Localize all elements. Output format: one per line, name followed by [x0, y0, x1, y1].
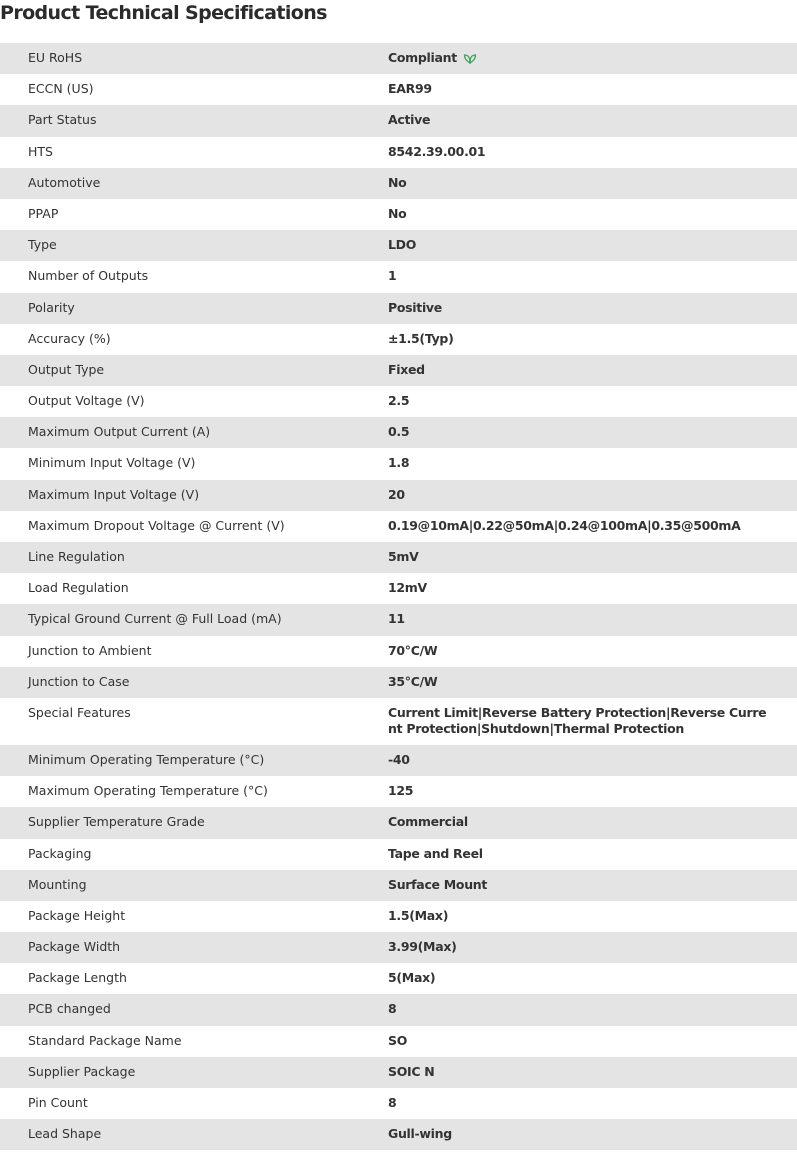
table-row — [0, 511, 797, 542]
spec-label: Typical Ground Current @ Full Load (mA) — [28, 611, 282, 627]
spec-label: PPAP — [28, 205, 59, 221]
spec-label: Polarity — [28, 299, 75, 315]
spec-value-text: 125 — [388, 783, 414, 799]
table-row — [0, 105, 797, 136]
spec-value-text: 0.19@10mA|0.22@50mA|0.24@100mA|0.35@500mA — [388, 517, 741, 533]
spec-label: Supplier Package — [28, 1063, 136, 1079]
spec-label: Output Type — [28, 361, 105, 377]
spec-value-text: Surface Mount — [388, 876, 488, 892]
spec-label: Junction to Case — [28, 673, 130, 689]
spec-value — [388, 50, 797, 66]
spec-value — [388, 643, 797, 659]
spec-value-text: Positive — [388, 299, 442, 315]
spec-value-text: Tape and Reel — [388, 845, 483, 861]
spec-label: Number of Outputs — [28, 268, 149, 284]
spec-value-text: -40 — [388, 751, 410, 767]
spec-label: Package Width — [28, 939, 121, 955]
spec-value-text: Commercial — [388, 814, 468, 830]
table-row — [0, 43, 797, 74]
spec-value-text: 5(Max) — [388, 970, 436, 986]
table-row — [0, 355, 797, 386]
spec-label: Packaging — [28, 845, 92, 861]
table-row — [0, 1119, 797, 1150]
spec-value-text: 20 — [388, 486, 405, 502]
spec-label: Maximum Input Voltage (V) — [28, 486, 200, 502]
table-row — [0, 74, 797, 105]
table-row — [0, 168, 797, 199]
spec-value-text: 8 — [388, 1001, 397, 1017]
table-row — [0, 839, 797, 870]
spec-value — [388, 144, 797, 160]
spec-value — [388, 362, 797, 378]
table-row — [0, 636, 797, 667]
spec-value-text: 0.5 — [388, 424, 410, 440]
spec-value-text: ±1.5(Typ) — [388, 330, 454, 346]
spec-label: Lead Shape — [28, 1126, 102, 1142]
spec-label: Load Regulation — [28, 580, 129, 596]
table-row — [0, 386, 797, 417]
spec-value — [388, 970, 797, 986]
spec-value — [388, 1001, 797, 1017]
spec-value — [388, 175, 797, 191]
spec-label: Mounting — [28, 876, 87, 892]
spec-value-text: 35°C/W — [388, 673, 438, 689]
table-row — [0, 573, 797, 604]
spec-value — [388, 424, 797, 440]
spec-label: Automotive — [28, 174, 101, 190]
spec-table — [0, 43, 797, 1150]
spec-value — [388, 908, 797, 924]
table-row — [0, 1057, 797, 1088]
spec-value-text: EAR99 — [388, 81, 432, 97]
spec-value-text: 11 — [388, 611, 405, 627]
spec-value-text: Compliant — [388, 50, 457, 65]
spec-label: ECCN (US) — [28, 81, 94, 97]
spec-label: Standard Package Name — [28, 1032, 182, 1048]
spec-value — [388, 1095, 797, 1111]
spec-value — [388, 1126, 797, 1142]
spec-label: Maximum Dropout Voltage @ Current (V) — [28, 517, 285, 533]
spec-label: Maximum Output Current (A) — [28, 424, 211, 440]
spec-value-text: 3.99(Max) — [388, 939, 457, 955]
spec-label: Special Features — [28, 704, 131, 720]
spec-label: HTS — [28, 143, 53, 159]
spec-label: Pin Count — [28, 1095, 88, 1110]
spec-value-text: Fixed — [388, 361, 425, 377]
table-row — [0, 870, 797, 901]
table-row — [0, 230, 797, 261]
table-row — [0, 542, 797, 573]
table-row — [0, 417, 797, 448]
spec-label: Minimum Input Voltage (V) — [28, 455, 196, 471]
table-row — [0, 932, 797, 963]
spec-value — [388, 705, 797, 737]
table-row — [0, 963, 797, 994]
spec-value — [388, 580, 797, 596]
spec-value-text: LDO — [388, 237, 417, 253]
spec-value — [388, 752, 797, 768]
leaf-icon — [463, 52, 477, 64]
spec-value — [388, 237, 797, 253]
table-row — [0, 604, 797, 635]
spec-value — [388, 783, 797, 799]
spec-value-text: SO — [388, 1032, 408, 1048]
table-row — [0, 698, 797, 745]
spec-value — [388, 549, 797, 565]
spec-value-text: 2.5 — [388, 393, 410, 409]
spec-value — [388, 877, 797, 893]
spec-value-text: No — [388, 174, 407, 190]
table-row — [0, 324, 797, 355]
table-row — [0, 261, 797, 292]
spec-value — [388, 300, 797, 316]
table-row — [0, 776, 797, 807]
spec-label: PCB changed — [28, 1001, 111, 1017]
spec-value-text: 8542.39.00.01 — [388, 143, 486, 159]
spec-value — [388, 518, 797, 534]
table-row — [0, 994, 797, 1025]
spec-label: Package Height — [28, 907, 126, 923]
spec-value — [388, 846, 797, 862]
spec-label: EU RoHS — [28, 50, 83, 65]
spec-value — [388, 674, 797, 690]
spec-value-text: 1.8 — [388, 455, 410, 471]
spec-value — [388, 331, 797, 347]
spec-value-text: Current Limit|Reverse Battery Protection|Reverse Current Protection|Shutdown|Thermal Protection — [388, 704, 767, 736]
spec-value-text: Gull-wing — [388, 1126, 452, 1142]
table-row — [0, 745, 797, 776]
table-row — [0, 199, 797, 230]
table-row — [0, 293, 797, 324]
table-row — [0, 480, 797, 511]
table-row — [0, 448, 797, 479]
spec-label: Package Length — [28, 970, 127, 986]
spec-label: Accuracy (%) — [28, 330, 111, 346]
spec-value-text: 1.5(Max) — [388, 907, 449, 923]
page-title: Product Technical Specifications — [0, 2, 327, 24]
spec-value — [388, 455, 797, 471]
spec-value-text: SOIC N — [388, 1063, 435, 1079]
spec-value — [388, 611, 797, 627]
spec-label: Part Status — [28, 112, 97, 128]
spec-label: Type — [28, 237, 57, 253]
spec-value — [388, 1064, 797, 1080]
table-row — [0, 1088, 797, 1119]
spec-value — [388, 268, 797, 284]
table-row — [0, 807, 797, 838]
spec-value — [388, 81, 797, 97]
spec-value — [388, 393, 797, 409]
spec-value-text: 12mV — [388, 580, 427, 596]
table-row — [0, 137, 797, 168]
spec-value — [388, 487, 797, 503]
spec-label: Line Regulation — [28, 549, 125, 564]
spec-value — [388, 206, 797, 222]
spec-value — [388, 939, 797, 955]
spec-value-text: Active — [388, 112, 431, 128]
spec-value — [388, 1033, 797, 1049]
spec-value-text: 5mV — [388, 549, 419, 564]
spec-label: Supplier Temperature Grade — [28, 814, 205, 830]
table-row — [0, 901, 797, 932]
spec-value-text: 70°C/W — [388, 642, 438, 658]
table-row — [0, 667, 797, 698]
spec-value-text: 1 — [388, 268, 397, 284]
spec-label: Minimum Operating Temperature (°C) — [28, 751, 265, 767]
spec-value-text: 8 — [388, 1095, 397, 1110]
spec-value — [388, 814, 797, 830]
table-row — [0, 1026, 797, 1057]
spec-label: Maximum Operating Temperature (°C) — [28, 783, 268, 799]
spec-label: Junction to Ambient — [28, 642, 152, 658]
spec-value-text: No — [388, 205, 407, 221]
spec-value — [388, 112, 797, 128]
spec-label: Output Voltage (V) — [28, 393, 145, 409]
